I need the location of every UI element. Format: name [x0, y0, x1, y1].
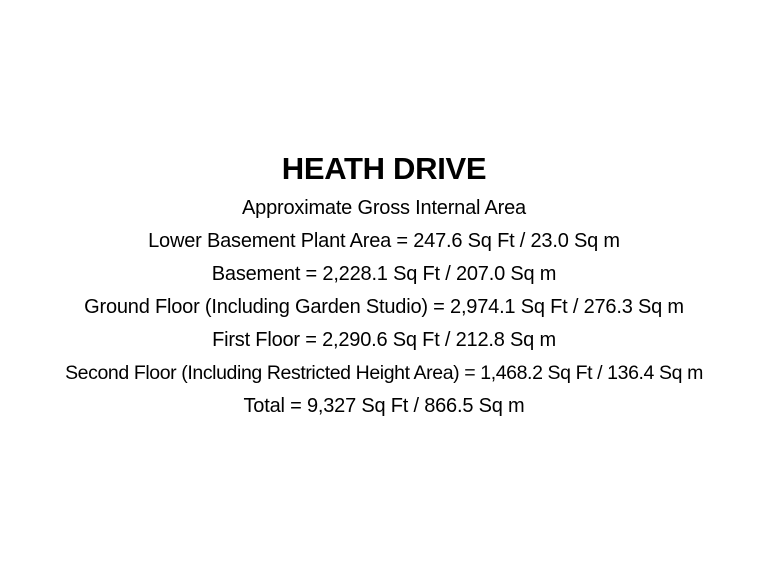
area-summary — [0, 150, 768, 423]
property-title: HEATH DRIVE — [281, 151, 487, 186]
area-line-first-floor: First Floor = 2,290.6 Sq Ft / 212.8 Sq m — [212, 329, 556, 351]
area-subtitle: Approximate Gross Internal Area — [242, 197, 526, 219]
area-line-second-floor: Second Floor (Including Restricted Height Area) = 1,468.2 Sq Ft / 136.4 Sq m — [65, 362, 703, 384]
area-line-lower-basement: Lower Basement Plant Area = 247.6 Sq Ft / 23.0 Sq m — [148, 230, 620, 252]
area-line-ground-floor: Ground Floor (Including Garden Studio) = 2,974.1 Sq Ft / 276.3 Sq m — [84, 296, 684, 318]
area-line-basement: Basement = 2,228.1 Sq Ft / 207.0 Sq m — [211, 263, 557, 285]
area-line-total: Total = 9,327 Sq Ft / 866.5 Sq m — [243, 395, 525, 417]
